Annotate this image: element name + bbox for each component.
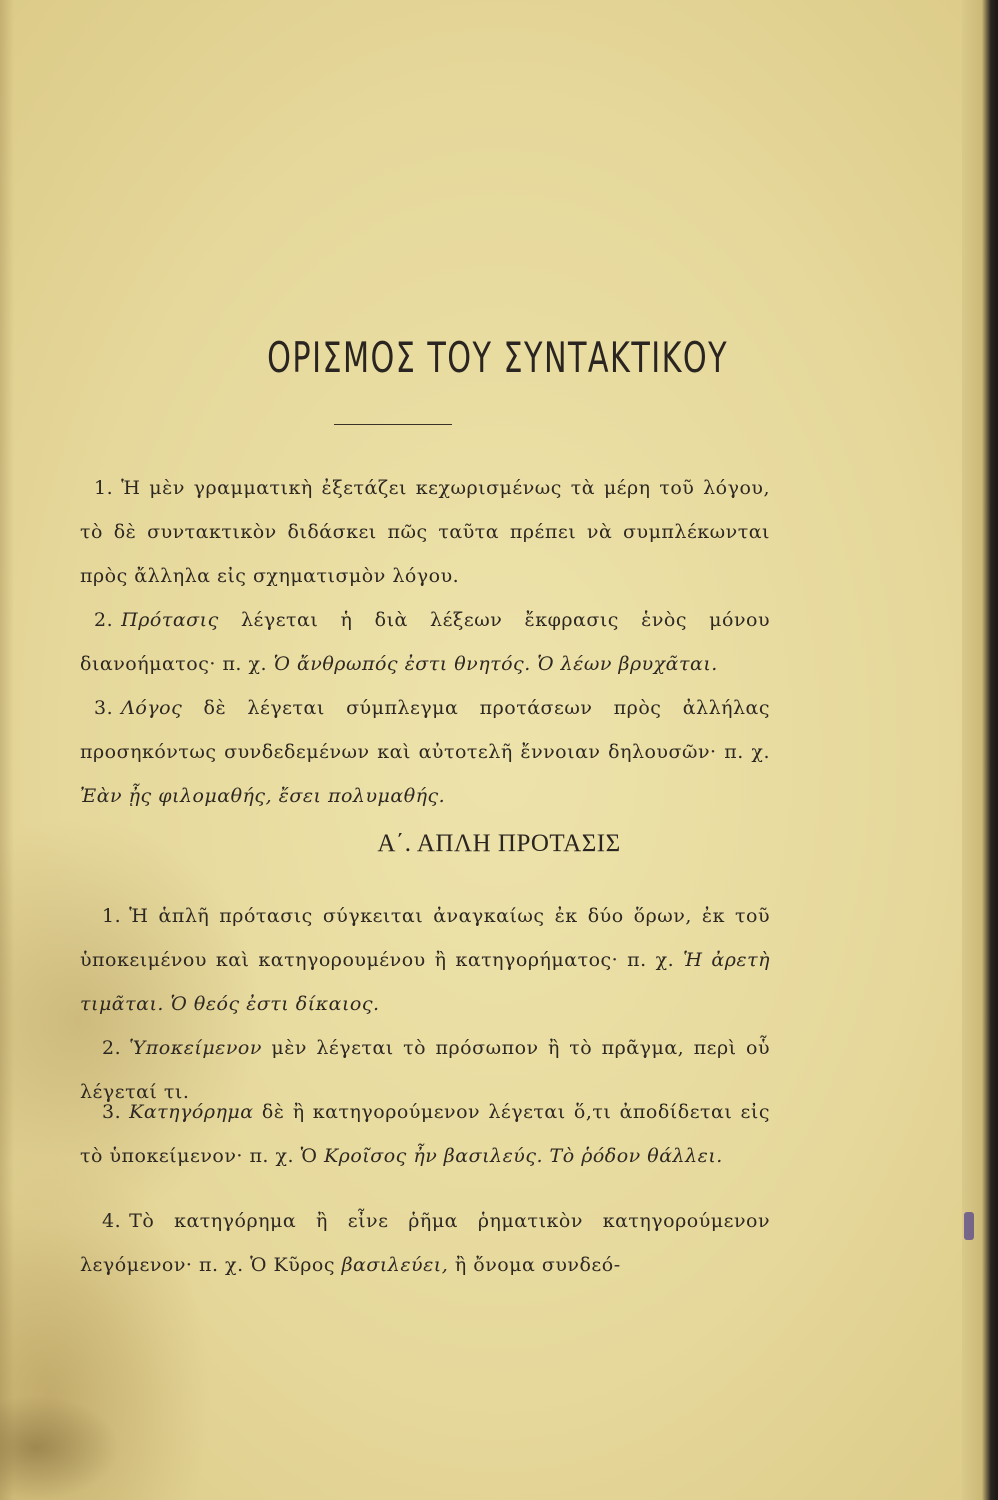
section-paragraph-1	[80, 894, 770, 1026]
paragraph-number: 1.	[94, 477, 114, 499]
page-left-edge	[0, 0, 14, 1500]
paragraph-number: 3.	[102, 1101, 122, 1123]
page-title: ΟΡΙΣΜΟΣ ΤΟΥ ΣΥΝΤΑΚΤΙΚΟΥ	[267, 333, 729, 382]
section-paragraph-4	[80, 1199, 770, 1287]
section-paragraph-3	[80, 1090, 770, 1178]
paragraph-number: 3.	[94, 697, 114, 719]
paragraph-text-continued: ἢ ὄνομα συνδεό-	[454, 1254, 621, 1276]
example-text: Ὁ ἄνθρωπός ἐστι θνητός. Ὁ λέων βρυχᾶται.	[273, 653, 718, 675]
paragraph-number: 1.	[102, 905, 122, 927]
paragraph-text: μὲν λέγεται τὸ πρόσωπον ἢ τὸ πρᾶγμα, περὶ οὗ λέγεταί τι.	[80, 1037, 770, 1103]
paragraph-text: Τὸ κατηγόρημα ἢ εἶνε ῥῆμα ῥηματικὸν κατηγορούμενον λεγόμενον· π. χ. Ὁ Κῦρος	[80, 1210, 770, 1276]
example-text: Ἡ ἀρετὴ τιμᾶται. Ὁ θεός ἐστι δίκαιος.	[80, 949, 771, 1015]
paragraph-text: δὲ ἢ κατηγορούμενον λέγεται ὅ,τι ἀποδίδεται εἰς τὸ ὑποκείμενον· π. χ. Ὁ	[80, 1101, 770, 1167]
paragraph-text: Ἡ μὲν γραμματικὴ ἐξετάζει κεχωρισμένως τὰ μέρη τοῦ λόγου, τὸ δὲ συντακτικὸν διδάσκει πῶς ταῦτα πρέπει νὰ συμπλέκωνται πρὸς ἄλληλα εἰς σχηματισμὸν λόγου.	[80, 477, 770, 587]
section-heading: Α΄. ΑΠΛΗ ΠΡΟΤΑΣΙΣ	[377, 830, 621, 857]
paragraph-number: 2.	[94, 609, 114, 631]
defined-term: Λόγος	[121, 697, 183, 719]
example-text: βασιλεύει,	[341, 1254, 449, 1276]
defined-term: Πρότασις	[121, 609, 219, 631]
defined-term: Κατηγόρημα	[129, 1101, 254, 1123]
example-text: Κροῖσος ἦν βασιλεύς. Τὸ ῥόδον θάλλει.	[323, 1145, 723, 1167]
title-divider	[334, 424, 452, 425]
intro-paragraph-3	[80, 686, 770, 818]
intro-paragraph-1	[80, 466, 770, 598]
paragraph-number: 4.	[102, 1210, 122, 1232]
paragraph-text: λέγεται ἡ διὰ λέξεων ἔκφρασις ἑνὸς μόνου διανοήματος· π. χ.	[80, 609, 770, 675]
page-binding-edge	[962, 0, 998, 1500]
example-text: Ἐὰν ᾖς φιλομαθής, ἔσει πολυμαθής.	[80, 785, 446, 807]
paragraph-text: δὲ λέγεται σύμπλεγμα προτάσεων πρὸς ἀλλήλας προσηκόντως συνδεδεμένων καὶ αὐτοτελῆ ἔννοιαν δηλουσῶν· π. χ.	[80, 697, 771, 763]
paper-stain	[0, 1395, 120, 1500]
paragraph-number: 2.	[102, 1037, 122, 1059]
intro-paragraph-2	[80, 598, 770, 686]
paragraph-text: Ἡ ἁπλῆ πρότασις σύγκειται ἀναγκαίως ἐκ δύο ὅρων, ἐκ τοῦ ὑποκειμένου καὶ κατηγορουμένου ἢ κατηγορήματος· π. χ.	[80, 905, 770, 971]
ink-mark	[964, 1212, 974, 1240]
defined-term: Ὑποκείμενον	[129, 1037, 262, 1059]
